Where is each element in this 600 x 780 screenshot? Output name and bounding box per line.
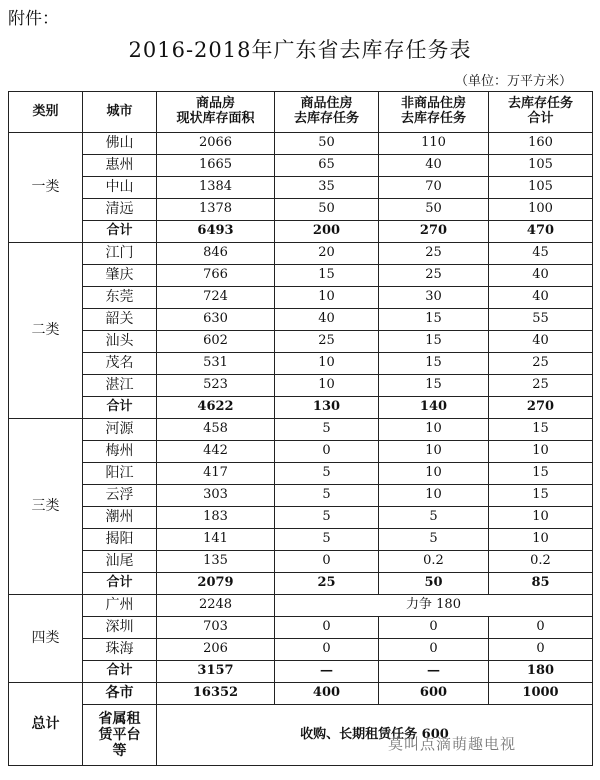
cell-current-inventory: 703 [157,617,275,639]
cell-nonresidential-task: 40 [379,155,489,177]
cell-current-inventory: 303 [157,485,275,507]
cell-residential-task: 35 [275,177,379,199]
table-row [9,265,593,287]
table-row [9,309,593,331]
cell-city: 韶关 [83,309,157,331]
cell-residential-task: 10 [275,375,379,397]
table-row [9,507,593,529]
table-row [9,177,593,199]
cell-current-inventory: 6493 [157,221,275,243]
col-header-current-inventory: 商品房 现状库存面积 [157,92,275,133]
cell-city: 中山 [83,177,157,199]
table-row [9,441,593,463]
subtotal-label: 合计 [83,573,157,595]
col-header-nonresidential-task: 非商品住房 去库存任务 [379,92,489,133]
cell-city: 汕尾 [83,551,157,573]
col-header-category: 类别 [9,92,83,133]
cell-city: 广州 [83,595,157,617]
cell-residential-task: 0 [275,617,379,639]
cell-total-task: 15 [489,419,593,441]
cell-city: 江门 [83,243,157,265]
cell-current-inventory: 602 [157,331,275,353]
platform-label: 省属租赁平台等 [83,705,157,766]
category-cell: 一类 [9,133,83,243]
subtotal-label: 合计 [83,397,157,419]
subtotal-label: 合计 [83,221,157,243]
subtotal-row [9,573,593,595]
table-row [9,529,593,551]
cell-city: 汕头 [83,331,157,353]
table-row [9,287,593,309]
cell-current-inventory: 630 [157,309,275,331]
cell-current-inventory: 724 [157,287,275,309]
subtotal-row [9,397,593,419]
cell-residential-task: 50 [275,199,379,221]
cell-nonresidential-task: 15 [379,309,489,331]
cell-current-inventory: 2079 [157,573,275,595]
cell-city: 梅州 [83,441,157,463]
cell-residential-task: 0 [275,441,379,463]
cell-nonresidential-task: 0.2 [379,551,489,573]
cell-guangzhou-task: 力争 180 [275,595,593,617]
cell-total-task: 105 [489,155,593,177]
cell-total-task: 160 [489,133,593,155]
cell-residential-task: 10 [275,353,379,375]
cell-nonresidential-task: 5 [379,529,489,551]
cell-total-task: 1000 [489,683,593,705]
cell-current-inventory: 1378 [157,199,275,221]
subtotal-row [9,661,593,683]
cell-residential-task: 0 [275,639,379,661]
cell-current-inventory: 206 [157,639,275,661]
subtotal-row [9,221,593,243]
table-row [9,419,593,441]
cell-total-task: 470 [489,221,593,243]
cell-total-task: 180 [489,661,593,683]
platform-task: 收购、长期租赁任务 600 [157,705,593,766]
cell-total-task: 10 [489,529,593,551]
cell-total-task: 40 [489,265,593,287]
cell-nonresidential-task: 50 [379,573,489,595]
cell-residential-task: 25 [275,573,379,595]
table-row [9,551,593,573]
table-row [9,243,593,265]
cell-city: 清远 [83,199,157,221]
cell-nonresidential-task: 30 [379,287,489,309]
cell-total-task: 25 [489,353,593,375]
cell-nonresidential-task: 0 [379,639,489,661]
category-cell: 二类 [9,243,83,419]
cell-current-inventory: 2248 [157,595,275,617]
cell-city: 河源 [83,419,157,441]
subtotal-label: 合计 [83,661,157,683]
cell-total-task: 55 [489,309,593,331]
cell-total-task: 85 [489,573,593,595]
table-row [9,639,593,661]
page-title: 2016-2018年广东省去库存任务表 [128,38,472,62]
table-row [9,155,593,177]
cell-total-task: 25 [489,375,593,397]
cell-current-inventory: 1384 [157,177,275,199]
cell-total-task: 10 [489,441,593,463]
cell-residential-task: 5 [275,463,379,485]
cell-total-task: 10 [489,507,593,529]
cell-residential-task: 5 [275,507,379,529]
cell-nonresidential-task: 10 [379,441,489,463]
cell-residential-task: 0 [275,551,379,573]
cell-total-task: 45 [489,243,593,265]
cell-city: 湛江 [83,375,157,397]
attachment-label: 附件： [8,9,59,29]
cell-nonresidential-task: 10 [379,463,489,485]
cell-residential-task: — [275,661,379,683]
cell-city: 茂名 [83,353,157,375]
cell-current-inventory: 523 [157,375,275,397]
cell-current-inventory: 183 [157,507,275,529]
cell-nonresidential-task: 25 [379,265,489,287]
cell-nonresidential-task: — [379,661,489,683]
cell-total-task: 0 [489,639,593,661]
cell-residential-task: 20 [275,243,379,265]
cell-city: 云浮 [83,485,157,507]
table-row [9,199,593,221]
table-row [9,375,593,397]
cell-city: 深圳 [83,617,157,639]
table-row [9,617,593,639]
table-header-row [9,92,593,133]
cell-nonresidential-task: 15 [379,331,489,353]
cell-residential-task: 10 [275,287,379,309]
cell-nonresidential-task: 5 [379,507,489,529]
cell-current-inventory: 3157 [157,661,275,683]
cell-current-inventory: 417 [157,463,275,485]
total-cities-label: 各市 [83,683,157,705]
cell-nonresidential-task: 0 [379,617,489,639]
cell-city: 潮州 [83,507,157,529]
cell-current-inventory: 531 [157,353,275,375]
cell-total-task: 15 [489,485,593,507]
cell-current-inventory: 458 [157,419,275,441]
cell-residential-task: 50 [275,133,379,155]
cell-total-task: 40 [489,287,593,309]
cell-city: 惠州 [83,155,157,177]
cell-residential-task: 25 [275,331,379,353]
category-cell: 三类 [9,419,83,595]
cell-nonresidential-task: 15 [379,375,489,397]
cell-nonresidential-task: 15 [379,353,489,375]
cell-residential-task: 65 [275,155,379,177]
cell-current-inventory: 442 [157,441,275,463]
col-header-city: 城市 [83,92,157,133]
col-header-total-task: 去库存任务 合计 [489,92,593,133]
cell-nonresidential-task: 10 [379,419,489,441]
cell-residential-task: 130 [275,397,379,419]
cell-city: 佛山 [83,133,157,155]
category-cell: 四类 [9,595,83,683]
cell-nonresidential-task: 70 [379,177,489,199]
cell-nonresidential-task: 110 [379,133,489,155]
cell-current-inventory: 141 [157,529,275,551]
cell-nonresidential-task: 140 [379,397,489,419]
cell-total-task: 270 [489,397,593,419]
table-row [9,331,593,353]
cell-city: 东莞 [83,287,157,309]
cell-city: 肇庆 [83,265,157,287]
cell-residential-task: 15 [275,265,379,287]
cell-residential-task: 400 [275,683,379,705]
cell-current-inventory: 766 [157,265,275,287]
cell-nonresidential-task: 600 [379,683,489,705]
table-row [9,595,593,617]
cell-nonresidential-task: 50 [379,199,489,221]
cell-city: 珠海 [83,639,157,661]
cell-total-task: 105 [489,177,593,199]
cell-current-inventory: 135 [157,551,275,573]
cell-current-inventory: 846 [157,243,275,265]
cell-total-task: 0 [489,617,593,639]
cell-total-task: 0.2 [489,551,593,573]
total-label: 总计 [9,683,83,766]
cell-current-inventory: 16352 [157,683,275,705]
cell-residential-task: 200 [275,221,379,243]
cell-current-inventory: 2066 [157,133,275,155]
cell-city: 阳江 [83,463,157,485]
cell-total-task: 15 [489,463,593,485]
cell-current-inventory: 1665 [157,155,275,177]
watermark: 莫叫点滴萌趣电视 [388,735,517,753]
cell-residential-task: 40 [275,309,379,331]
cell-residential-task: 5 [275,485,379,507]
cell-current-inventory: 4622 [157,397,275,419]
cell-total-task: 100 [489,199,593,221]
total-row [9,683,593,705]
cell-nonresidential-task: 270 [379,221,489,243]
col-header-residential-task: 商品住房 去库存任务 [275,92,379,133]
inventory-table [8,91,593,766]
unit-note: （单位：万平方米） [454,74,572,89]
cell-residential-task: 5 [275,419,379,441]
table-row [9,463,593,485]
table-row [9,485,593,507]
table-row [9,133,593,155]
cell-total-task: 40 [489,331,593,353]
cell-nonresidential-task: 10 [379,485,489,507]
table-row [9,353,593,375]
cell-city: 揭阳 [83,529,157,551]
cell-residential-task: 5 [275,529,379,551]
cell-nonresidential-task: 25 [379,243,489,265]
